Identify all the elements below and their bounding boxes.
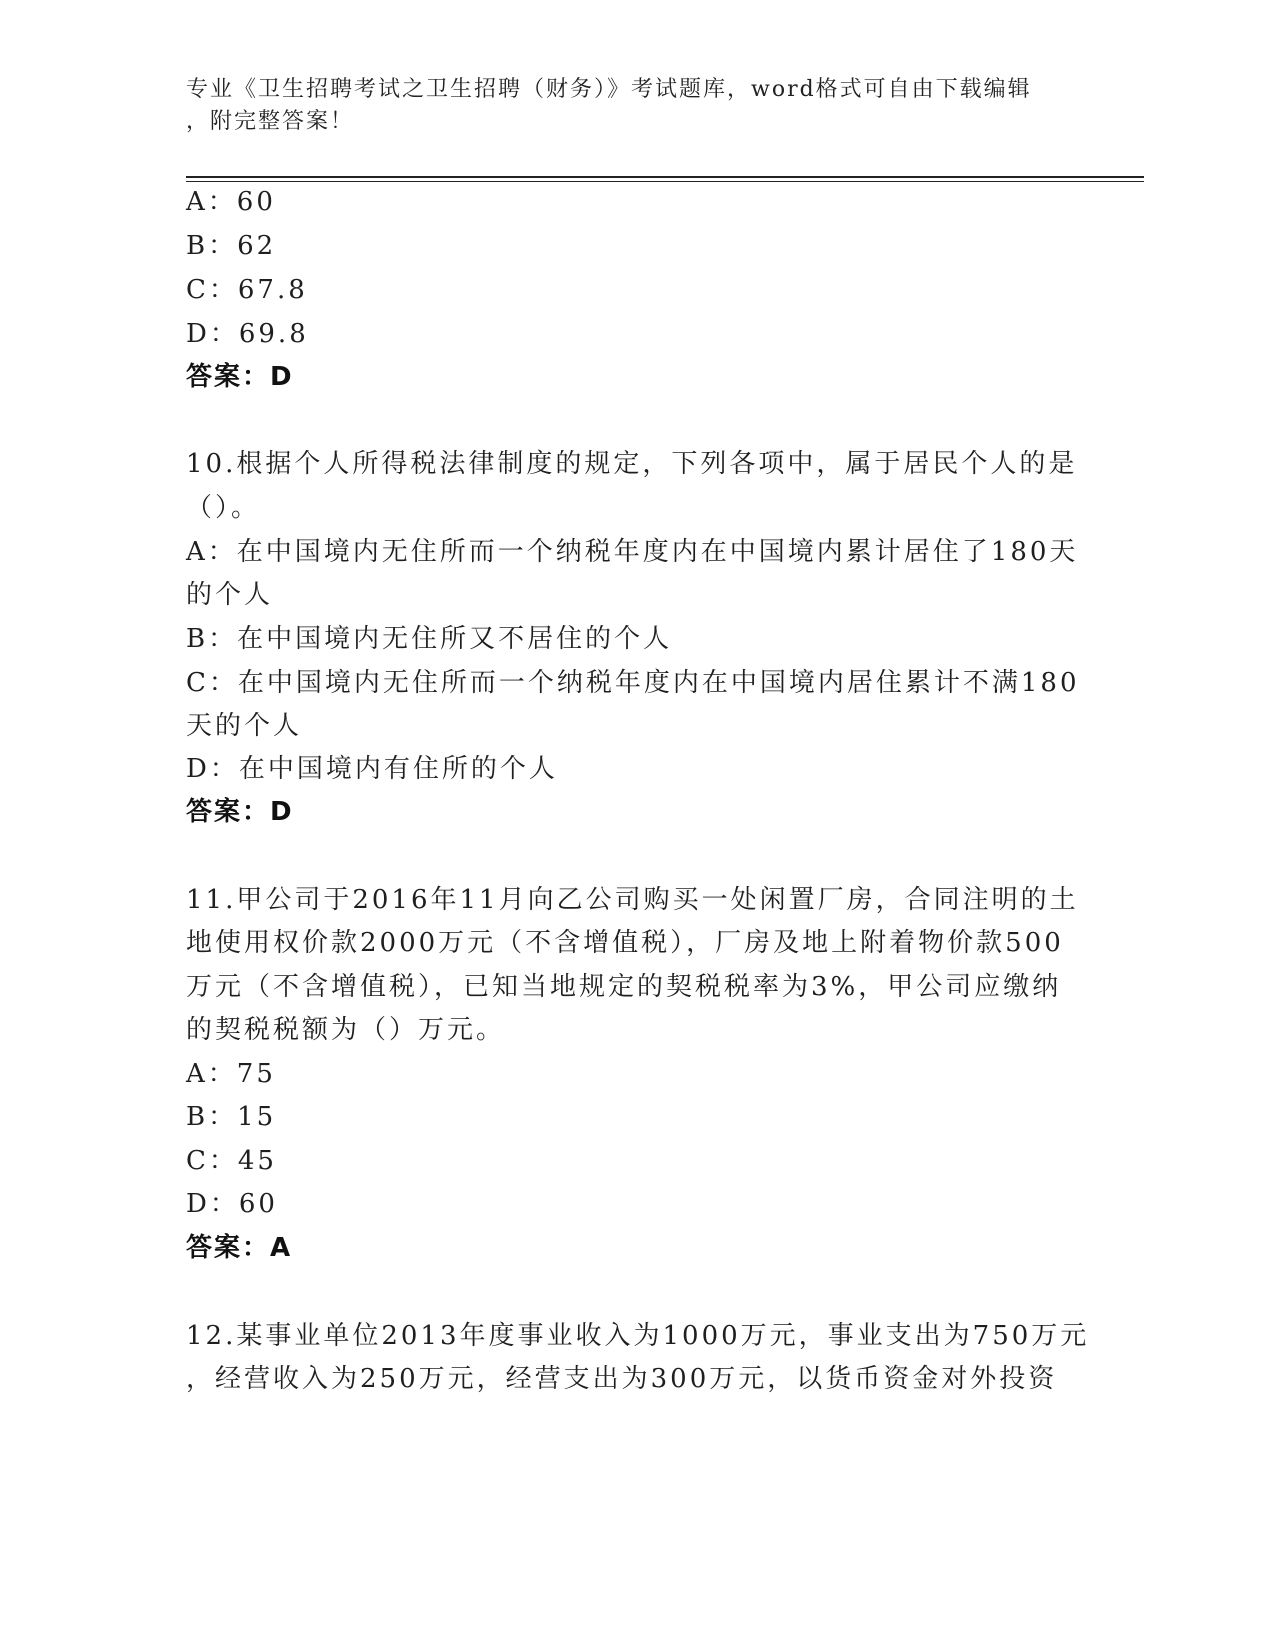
header-line-1: 专业《卫生招聘考试之卫生招聘（财务）》考试题库，word格式可自由下载编辑 — [186, 77, 1032, 102]
q11-answer: 答案：A — [186, 1233, 293, 1263]
q11-stem-line-2: 地使用权价款2000万元（不含增值税），厂房及地上附着物价款500 — [186, 928, 1064, 958]
q11-stem-line-4: 的契税税额为（）万元。 — [186, 1015, 506, 1045]
q9-option-a: A：60 — [186, 187, 276, 217]
q12-stem-line-1: 12.某事业单位2013年度事业收入为1000万元，事业支出为750万元 — [186, 1321, 1090, 1351]
q9-answer: 答案：D — [186, 362, 294, 392]
header-divider-thick — [186, 176, 1144, 178]
q12-stem-line-2: ，经营收入为250万元，经营支出为300万元，以货币资金对外投资 — [186, 1364, 1058, 1394]
q11-option-d: D：60 — [186, 1189, 278, 1219]
q9-option-c: C：67.8 — [186, 275, 308, 305]
q10-stem-line-2: （）。 — [186, 493, 261, 523]
q10-option-c-line-2: 天的个人 — [186, 711, 303, 741]
q11-stem-line-3: 万元（不含增值税），已知当地规定的契税税率为3%，甲公司应缴纳 — [186, 972, 1062, 1002]
q9-option-d: D：69.8 — [186, 319, 309, 349]
q11-option-b: B：15 — [186, 1102, 277, 1132]
header-divider-thin — [186, 181, 1144, 182]
q10-stem-line-1: 10.根据个人所得税法律制度的规定，下列各项中，属于居民个人的是 — [186, 449, 1078, 479]
q10-option-a-line-1: A：在中国境内无住所而一个纳税年度内在中国境内累计居住了180天 — [186, 537, 1079, 567]
q11-stem-line-1: 11.甲公司于2016年11月向乙公司购买一处闲置厂房，合同注明的土 — [186, 885, 1079, 915]
q11-option-c: C：45 — [186, 1146, 277, 1176]
q10-option-d: D：在中国境内有住所的个人 — [186, 754, 558, 784]
q10-option-a-line-2: 的个人 — [186, 580, 274, 610]
q11-option-a: A：75 — [186, 1059, 276, 1089]
q10-answer: 答案：D — [186, 797, 294, 827]
q10-option-c-line-1: C：在中国境内无住所而一个纳税年度内在中国境内居住累计不满180 — [186, 668, 1080, 698]
q10-option-b: B：在中国境内无住所又不居住的个人 — [186, 624, 673, 654]
document-header — [186, 74, 1066, 138]
header-line-2: ，附完整答案！ — [186, 109, 355, 134]
q9-option-b: B：62 — [186, 231, 277, 261]
